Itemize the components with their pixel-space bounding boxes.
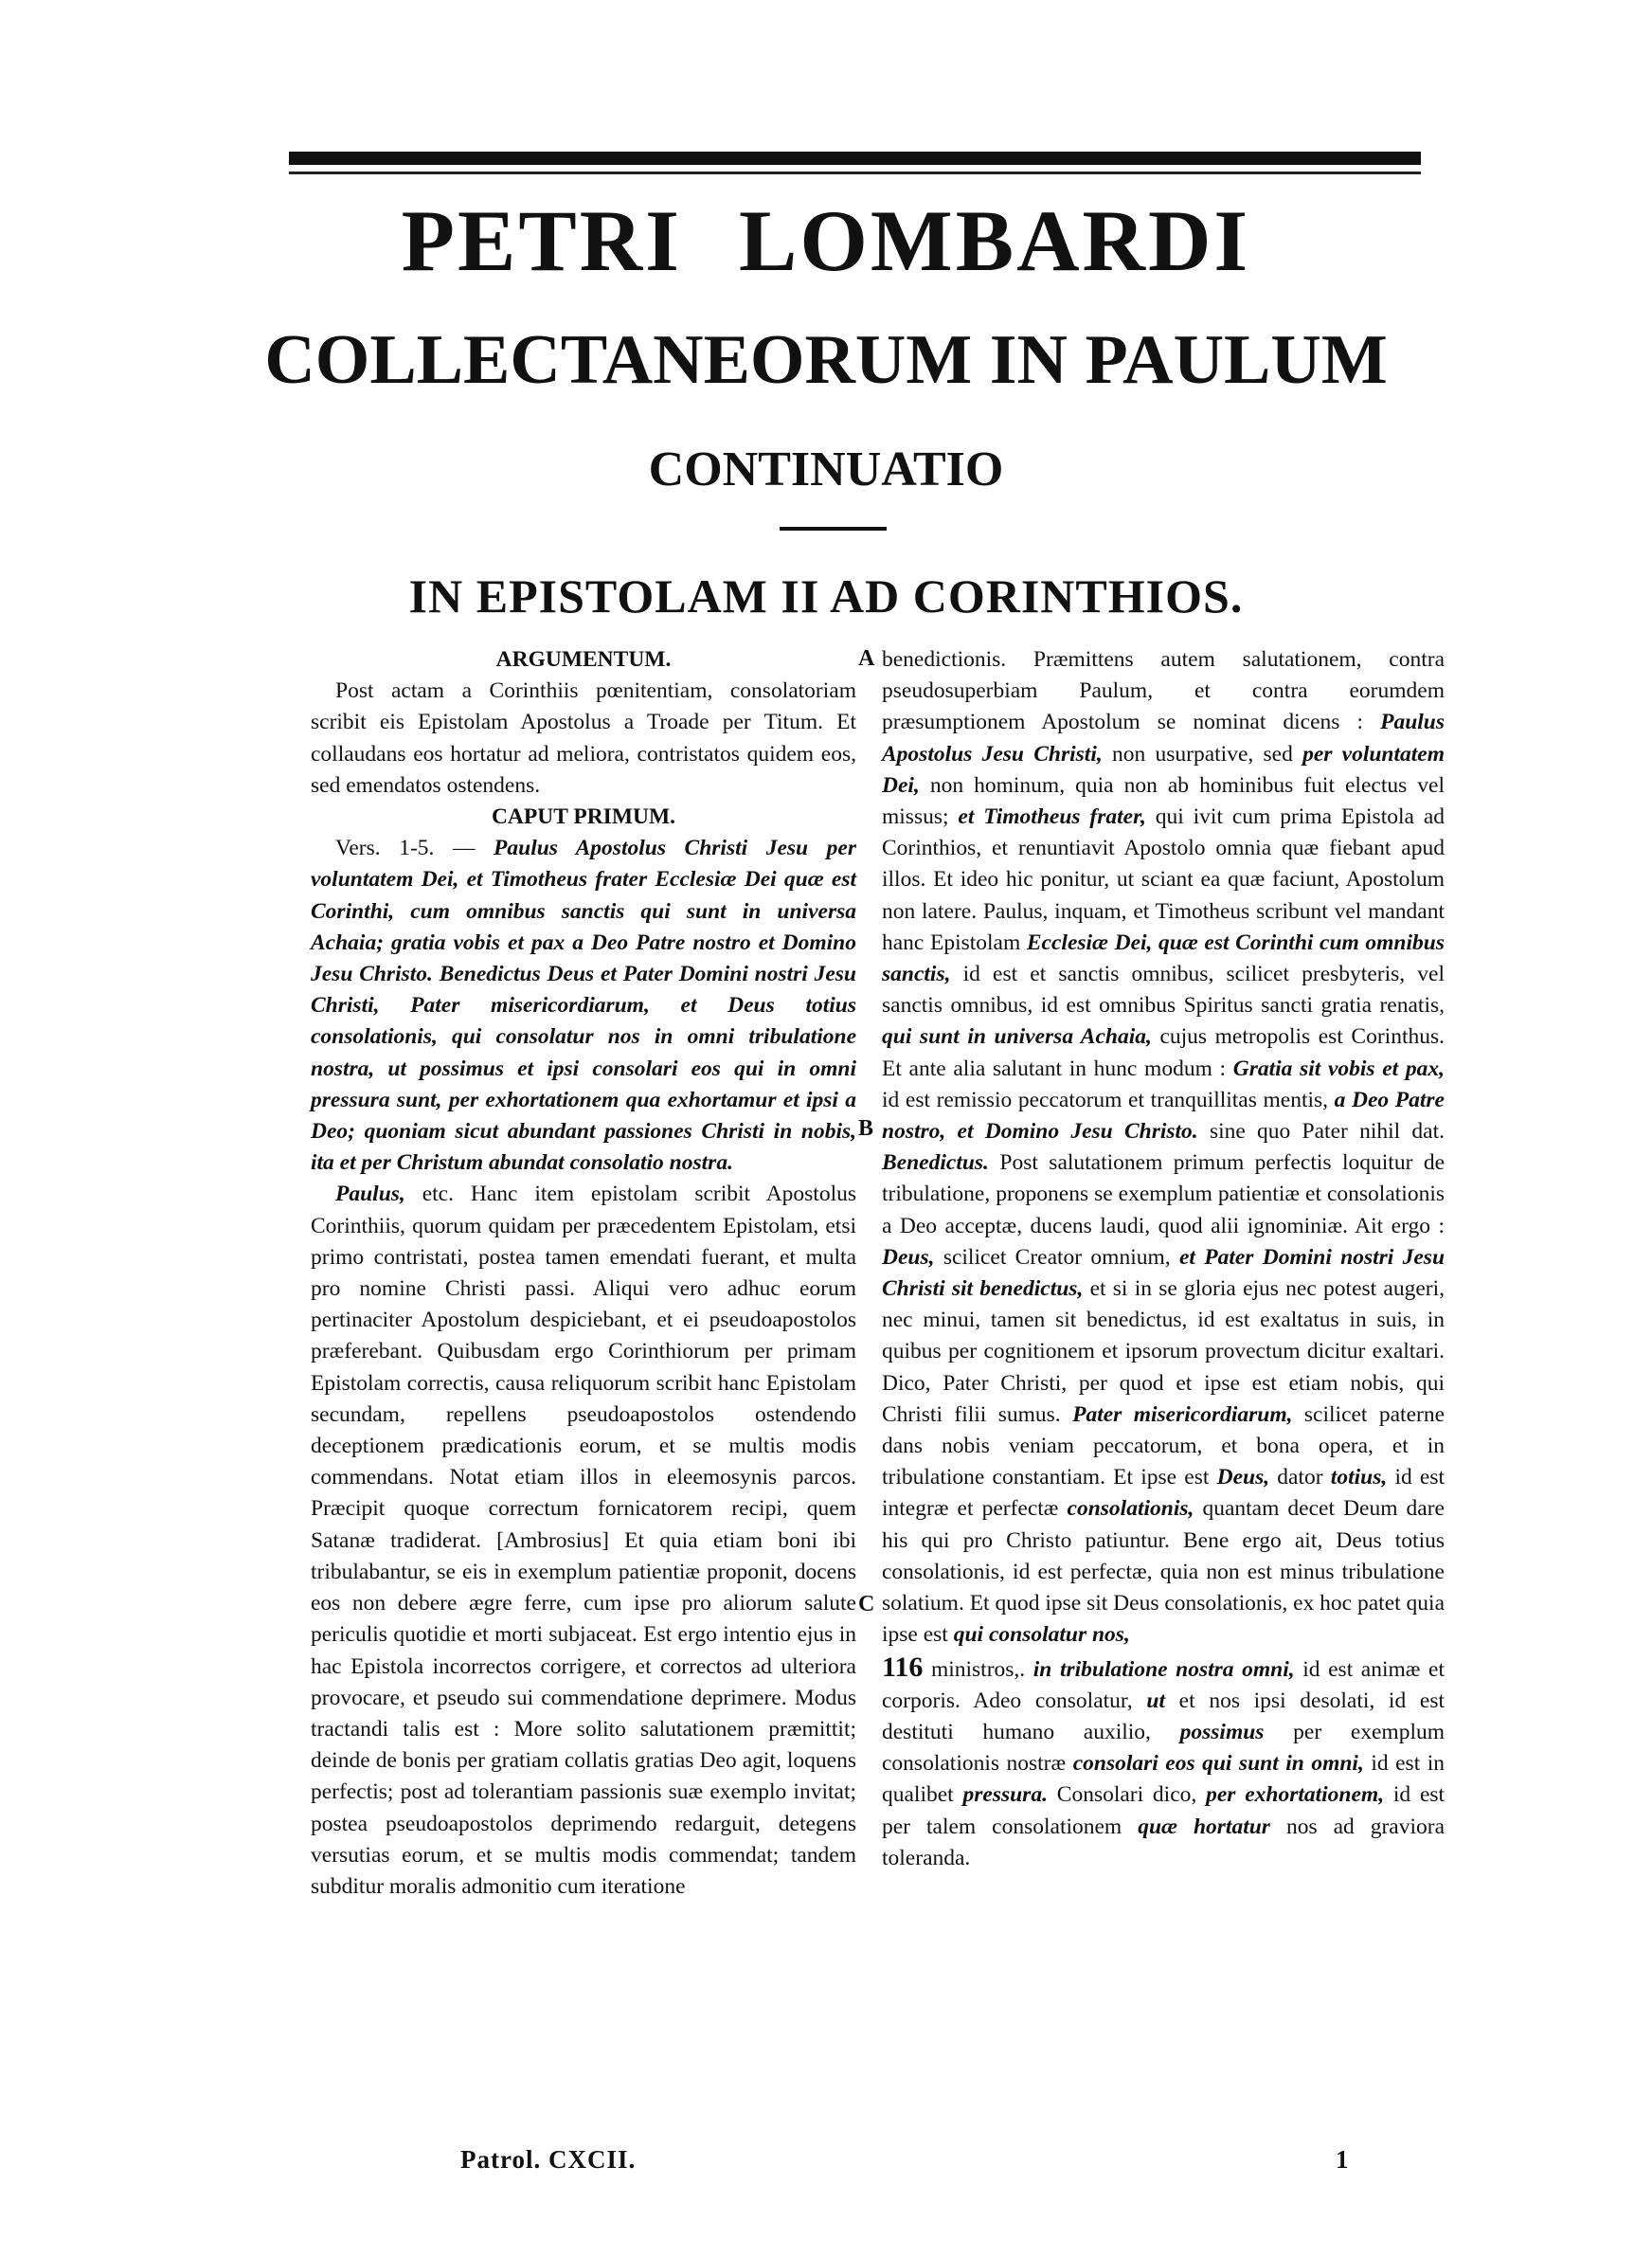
footer-signature: Patrol. CXCII. bbox=[460, 2145, 637, 2174]
italic-run: et Pater Domini nostri Jesu Christi sit benedictus, bbox=[882, 1244, 1446, 1302]
text-run: nos ad graviora toleranda. bbox=[882, 1814, 1446, 1870]
top-rule-thin bbox=[289, 172, 1421, 174]
text-run: dator bbox=[1277, 1465, 1323, 1490]
text-run: id est remissio peccatorum et tranquillitas mentis, bbox=[882, 1087, 1329, 1112]
italic-run: Ecclesiæ Dei, quæ est Corinthi cum omnibus sanctis, bbox=[882, 930, 1445, 987]
italic-run: qui sunt in universa Achaia, bbox=[882, 1024, 1152, 1050]
italic-run: possimus bbox=[1179, 1719, 1265, 1744]
text-run: quantam decet Deum dare his qui pro Christo patiuntur. Bene ergo ait, Deus totius consolationis, id est perfectæ, quia non est minus tribulatione solatium. Et quod ipse sit Deus consolationis, ex hoc patet quia ipse est bbox=[882, 1496, 1445, 1648]
margin-letter-c: C bbox=[858, 1592, 875, 1616]
text-run: per exemplum consolationis nostræ bbox=[882, 1719, 1446, 1777]
text-run: cujus metropolis est Corinthus. Et ante alia salutant in hunc modum : bbox=[882, 1024, 1445, 1081]
top-rule bbox=[289, 152, 1421, 165]
italic-run: et Timotheus frater, bbox=[958, 804, 1146, 830]
text-run: id est et sanctis omnibus, scilicet presbyteris, vel sanctis omnibus, id est omnibus Spiritus sancti gratia renatis, bbox=[882, 962, 1445, 1019]
text-run: non hominum, quia non ab hominibus fuit electus vel missus; bbox=[882, 772, 1445, 830]
title-word-2: LOMBARDI bbox=[738, 192, 1251, 289]
italic-run: pressura. bbox=[962, 1782, 1048, 1808]
italic-run: a Deo Patre nostro, et Domino Jesu Christo. bbox=[882, 1087, 1445, 1145]
column-number: 116 bbox=[882, 1651, 924, 1683]
text-run: qui ivit cum prima Epistola ad Corinthios, et renuntiavit Apostolo omnia quæ fiebant apud illos. Et ideo hic ponitur, ut sciant ea quæ faciunt, Apostolum non latere. Paulus, inquam, et Timotheus scribunt vel mandant hanc Epistolam bbox=[882, 804, 1445, 955]
text-run: id est integræ et perfectæ bbox=[882, 1465, 1446, 1522]
left-column bbox=[311, 644, 856, 1903]
italic-run: Deus, bbox=[882, 1244, 935, 1270]
title-word-1: PETRI bbox=[401, 192, 682, 289]
epistle-heading: IN EPISTOLAM II AD CORINTHIOS. bbox=[408, 569, 1244, 623]
text-run: benedictionis. Præmittens autem salutationem, contra pseudosuperbiam Paulum, et contra eorumdem præsumptionem Apostolum se nominat dicens : bbox=[882, 647, 1445, 735]
italic-run: consolari eos qui sunt in omni, bbox=[1072, 1751, 1364, 1777]
italic-run: per voluntatem Dei, bbox=[882, 741, 1446, 798]
italic-run: Paulus Apostolus Jesu Christi, bbox=[882, 710, 1446, 767]
text-run: Post salutationem primum perfectis loquitur de tribulatione, proponens se exemplum patientiæ et consolationis a Deo acceptæ, ducens laudi, quod alii ignominiæ. Ait ergo : bbox=[882, 1150, 1446, 1238]
text-run: sine quo Pater nihil dat. bbox=[1209, 1119, 1445, 1145]
text-run: Consolari dico, bbox=[1056, 1782, 1197, 1808]
commentary-text: etc. Hanc item epistolam scribit Apostolus Corinthiis, quorum quidam per præcedentem Epistolam, etsi primo contristati, postea tamen emendati fuerant, et multa pro nomine Christi passi. Aliqui vero adhuc eorum pertinaciter Apostolum despiciebant, et ei pseudoapostolos præferebant. Quibusdam ergo Corinthiorum per primam Epistolam correctis, causa reliquorum scribit hanc Epistolam secundam, repellens pseudoapostolos ostendendo deceptionem prædicationis eorum, et se multis modis commendans. Notat etiam illos in eleemosynis parcos. Præcipit quoque correctum fornicatorem recipi, quem Satanæ tradiderat. [Ambrosius] Et quia etiam boni ibi tribulabantur, se eis in exemplum patientiæ proponit, docens eos non debere ægre ferre, cum ipse pro aliorum salute periculis quotidie et morti subjaceat. Est ergo intentio ejus in hac Epistola incorrectos corrigere, et correctos ad ulteriora provocare, et pseudo sui commendatione deprimere. Modus tractandi talis est : More solito salutationem præmittit; deinde de bonis per gratiam collatis gratias Deo agit, loquens perfectis; post ad tolerantiam passionis suæ exemplo invitat; postea pseudoapostolos deprimendo redarguit, detegens versutias eorum, et se multis modis commendat; tandem subditur moralis admonitio cum iteratione bbox=[311, 1182, 857, 1899]
text-run: scilicet paterne dans nobis veniam peccatorum, et bona opera, et in tribulatione constantiam. Et ipse est bbox=[882, 1401, 1446, 1490]
title-divider bbox=[780, 527, 887, 531]
text-run: id est animæ et corporis. Adeo consolatur, bbox=[882, 1656, 1446, 1713]
argumentum-text: Post actam a Corinthiis pœnitentiam, consolatoriam scribit eis Epistolam Apostolus a Troade per Titum. Et collaudans eos hortatur ad meliora, contristatos quidem eos, sed emendatos ostendens. bbox=[311, 678, 856, 798]
italic-run: Pater misericordiarum, bbox=[1072, 1401, 1293, 1427]
commentary-paragraph bbox=[311, 1179, 856, 1903]
margin-letter-b: B bbox=[858, 1116, 874, 1141]
verse-paragraph bbox=[311, 833, 856, 1179]
paulus-lead: Paulus, bbox=[335, 1182, 405, 1207]
page-title bbox=[0, 193, 1652, 288]
text-run: id est per talem consolationem bbox=[882, 1782, 1446, 1839]
italic-run: totius, bbox=[1330, 1465, 1388, 1490]
verse-text: Paulus Apostolus Christi Jesu per voluntatem Dei, et Timotheus frater Ecclesiæ Dei quæ est Corinthi, cum omnibus sanctis qui sunt in universa Achaia; gratia vobis et pax a Deo Patre nostro et Domino Jesu Christo. Benedictus Deus et Pater Domini nostri Jesu Christi, Pater misericordiarum, et Deus totius consolationis, qui consolatur nos in omni tribulatione nostra, ut possimus et ipsi consolari eos qui in omni pressura sunt, per exhortationem qua exhortamur et ipsi a Deo; quoniam sicut abundant passiones Christi in nobis, ita et per Christum abundat consolatio nostra. bbox=[311, 836, 857, 1176]
text-run: non usurpative, sed bbox=[1111, 741, 1293, 767]
footer-page-number: 1 bbox=[1336, 2145, 1349, 2174]
italic-run: in tribulatione nostra omni, bbox=[1032, 1656, 1295, 1682]
right-paragraph bbox=[882, 644, 1445, 1874]
italic-run: Deus, bbox=[1216, 1465, 1270, 1490]
text-run: et nos ipsi desolati, id est destituti humano auxilio, bbox=[882, 1688, 1446, 1744]
text-run: ministros,. bbox=[930, 1656, 1026, 1682]
text-run: et si in se gloria ejus nec potest augeri, nec minui, tamen sit benedictus, id est exaltatus in suis, in quibus per cognitionem et ipsorum provectum dicitur exaltari. Dico, Pater Christi, per quod et ipse est etiam nobis, qui Christi filii sumus. bbox=[882, 1276, 1446, 1427]
text-run: scilicet Creator omnium, bbox=[943, 1244, 1171, 1270]
text-run: id est in qualibet bbox=[882, 1751, 1445, 1808]
continuatio: CONTINUATIO bbox=[648, 442, 1004, 497]
right-column bbox=[882, 644, 1445, 1874]
italic-run: per exhortationem, bbox=[1206, 1782, 1385, 1808]
italic-run: quæ hortatur bbox=[1138, 1814, 1270, 1839]
verse-label: Vers. 1-5. — bbox=[335, 836, 476, 861]
italic-run: Benedictus. bbox=[882, 1150, 989, 1176]
caput-heading: CAPUT PRIMUM. bbox=[491, 804, 676, 830]
italic-run: ut bbox=[1146, 1688, 1165, 1713]
italic-run: Gratia sit vobis et pax, bbox=[1232, 1056, 1445, 1081]
subtitle: COLLECTANEORUM IN PAULUM bbox=[264, 321, 1388, 399]
italic-run: consolationis, bbox=[1067, 1496, 1194, 1522]
argumentum-heading: ARGUMENTUM. bbox=[495, 647, 672, 672]
italic-run: qui consolatur nos, bbox=[953, 1622, 1130, 1648]
margin-letter-a: A bbox=[858, 646, 875, 671]
